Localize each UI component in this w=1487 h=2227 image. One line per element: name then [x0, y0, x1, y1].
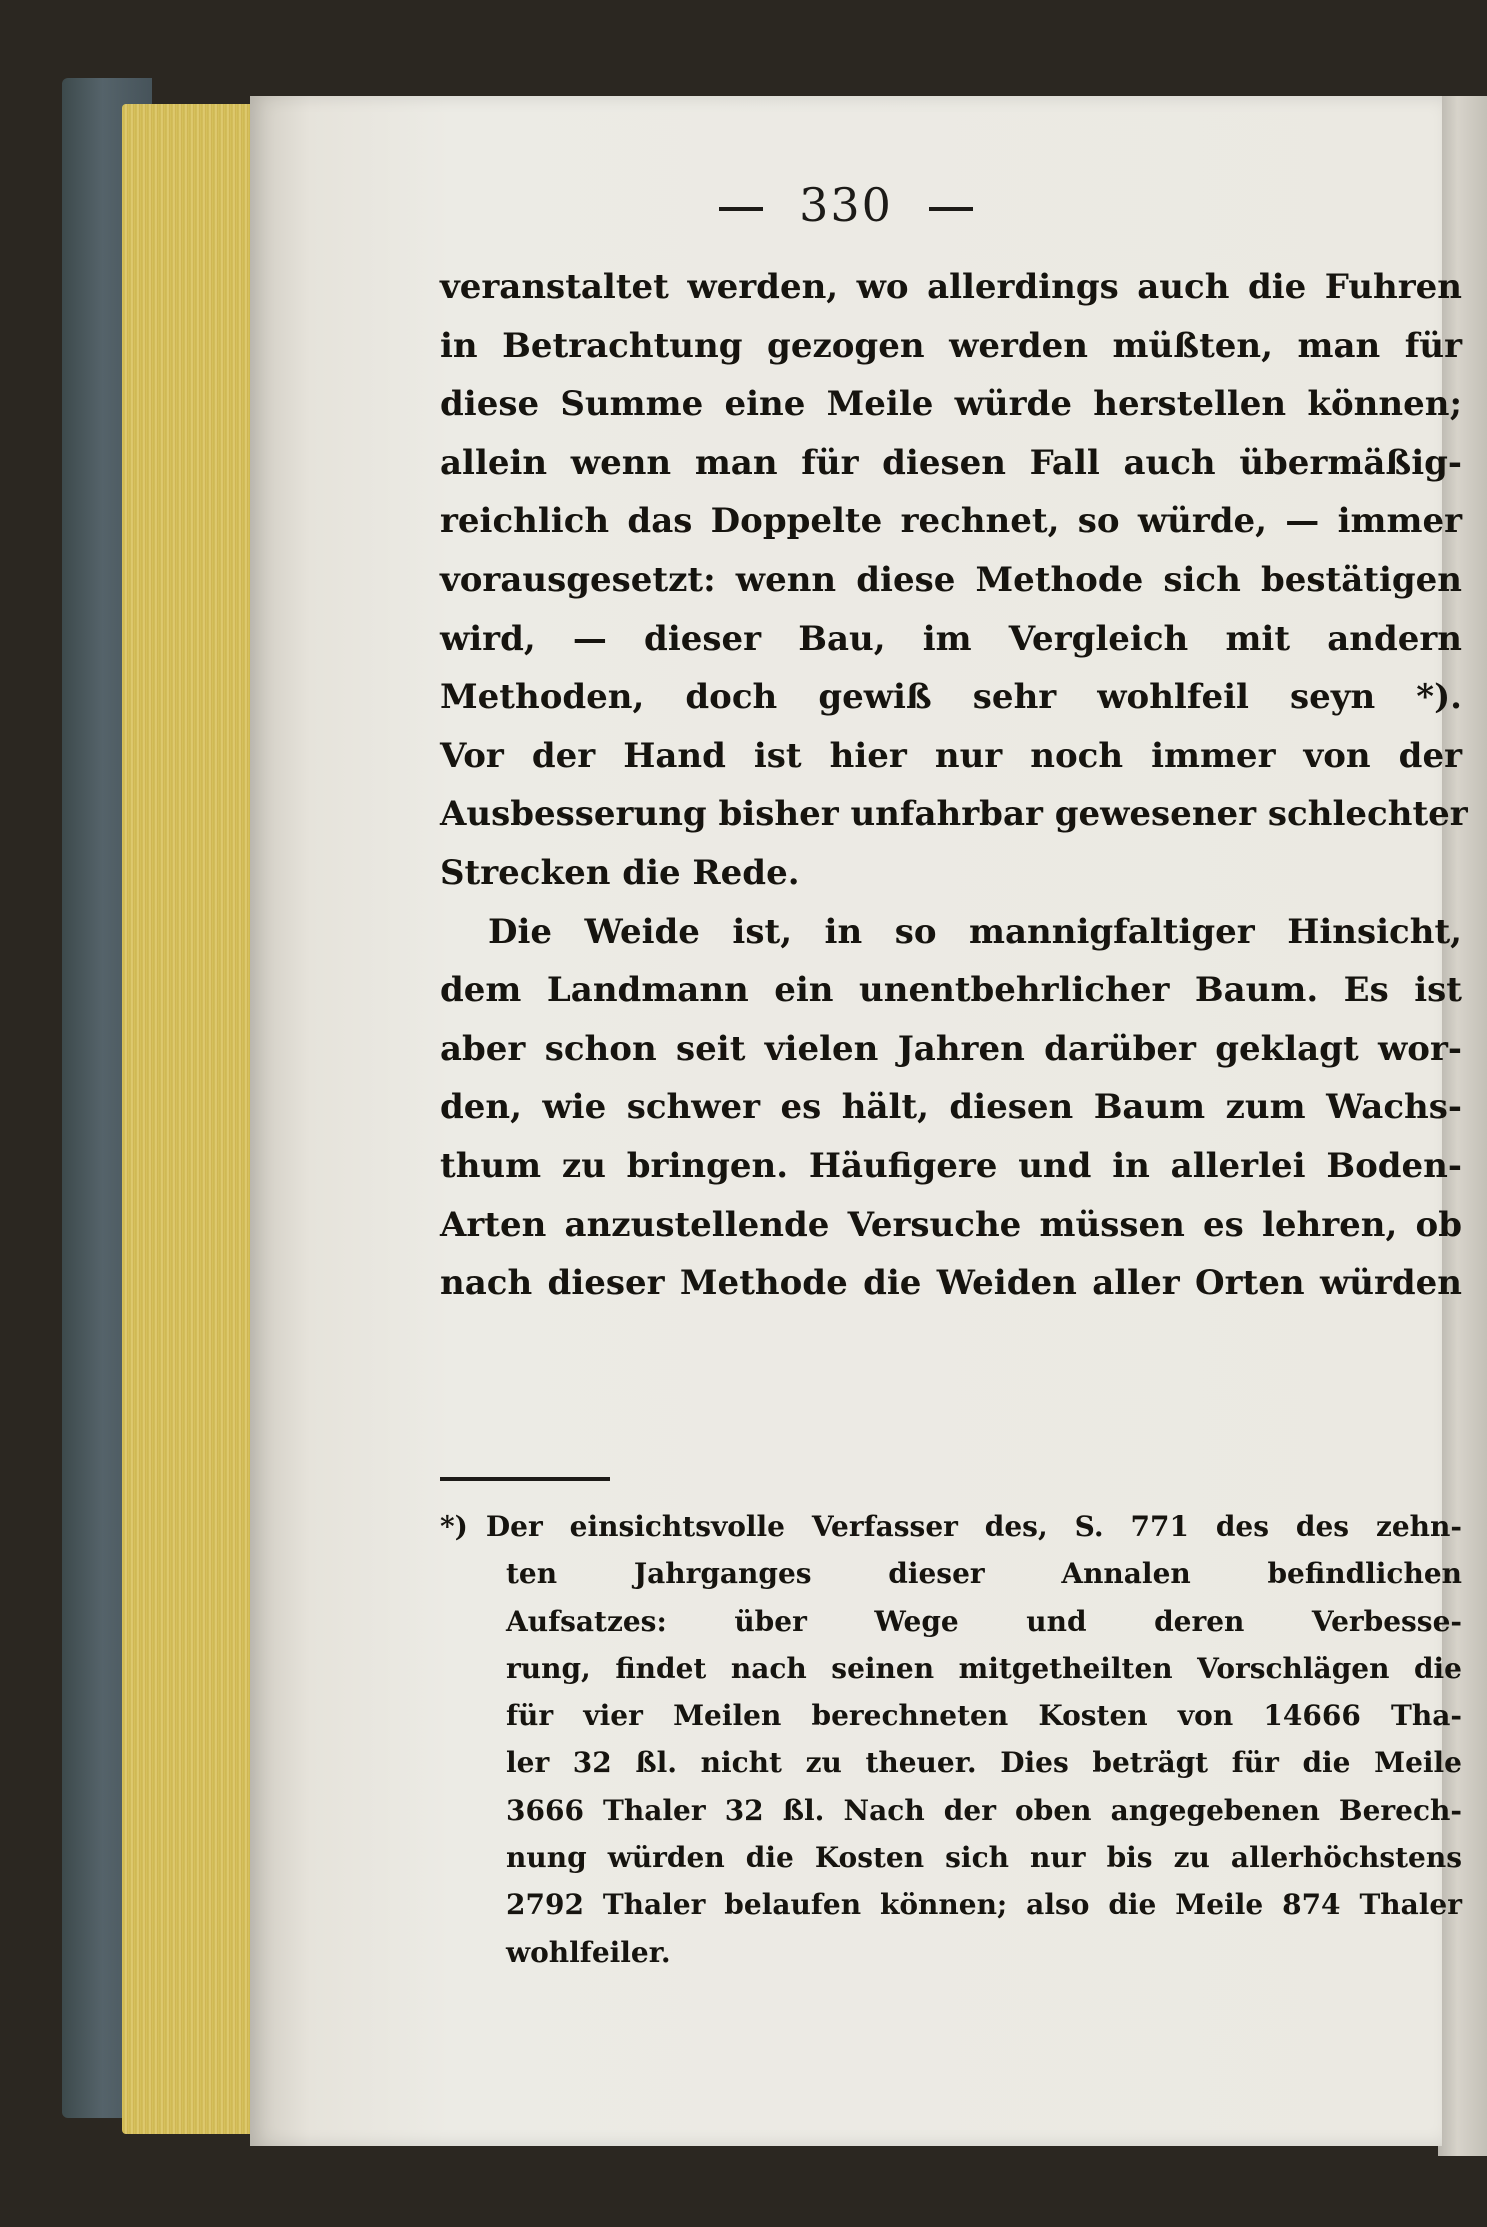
- footnote-line: rung, findet nach seinen mitgetheilten Vorschlägen die: [506, 1651, 1462, 1685]
- footnote-mark: *): [440, 1510, 468, 1543]
- body-line: allein wenn man für diesen Fall auch übermäßig-: [440, 442, 1462, 483]
- page-number-header: [250, 178, 1442, 232]
- footnote-line: ten Jahrganges dieser Annalen befindlichen: [506, 1557, 1462, 1591]
- body-line: veranstaltet werden, wo allerdings auch die Fuhren: [440, 267, 1462, 307]
- footnote: [440, 1503, 1462, 1976]
- dash-right: [929, 207, 973, 211]
- footnote-line: 3666 Thaler 32 ßl. Nach der oben angegebenen Berech-: [506, 1793, 1462, 1827]
- page-number: 330: [799, 178, 893, 232]
- body-line: Ausbesserung bisher unfahrbar gewesener schlechter: [440, 794, 1468, 835]
- footnote-line: nung würden die Kosten sich nur bis zu allerhöchstens: [506, 1841, 1462, 1875]
- footnote-line-first: [440, 1503, 1462, 1550]
- body-line: in Betrachtung gezogen werden müßten, man für: [440, 325, 1462, 366]
- body-line: Arten anzustellende Versuche müssen es lehren, ob: [440, 1204, 1462, 1245]
- footnote-line: 2792 Thaler belaufen können; also die Meile 874 Thaler: [506, 1888, 1462, 1922]
- body-line: Vor der Hand ist hier nur noch immer von der: [440, 735, 1462, 776]
- footnote-line: ler 32 ßl. nicht zu theuer. Dies beträgt für die Meile: [506, 1746, 1462, 1780]
- body-line: thum zu bringen. Häufigere und in allerlei Boden-: [440, 1145, 1462, 1186]
- footnote-line: wohlfeiler.: [506, 1935, 671, 1969]
- body-line: diese Summe eine Meile würde herstellen können;: [440, 384, 1462, 425]
- body-line: vorausgesetzt: wenn diese Methode sich bestätigen: [440, 559, 1462, 600]
- body-line: nach dieser Methode die Weiden aller Orten würden: [440, 1263, 1462, 1304]
- gilded-page-edges: [122, 104, 262, 2134]
- body-line: aber schon seit vielen Jahren darüber geklagt wor-: [440, 1028, 1462, 1069]
- body-line: Strecken die Rede.: [440, 852, 800, 893]
- body-line: wird, — dieser Bau, im Vergleich mit andern: [440, 618, 1462, 659]
- footnote-line: Aufsatzes: über Wege und deren Verbesse-: [506, 1604, 1462, 1638]
- footnote-line: für vier Meilen berechneten Kosten von 14666 Tha-: [506, 1699, 1462, 1733]
- body-text: [440, 258, 1468, 1313]
- body-line: Methoden, doch gewiß sehr wohlfeil seyn *).: [440, 677, 1462, 718]
- book-page: [250, 96, 1468, 2146]
- footnote-separator: [440, 1477, 610, 1481]
- body-line: reichlich das Doppelte rechnet, so würde, — immer: [440, 501, 1462, 542]
- dash-left: [719, 207, 763, 211]
- body-line: dem Landmann ein unentbehrlicher Baum. Es ist: [440, 970, 1462, 1011]
- body-line: Die Weide ist, in so mannigfaltiger Hinsicht,: [488, 911, 1462, 952]
- body-line: den, wie schwer es hält, diesen Baum zum Wachs-: [440, 1087, 1462, 1128]
- footnote-line: Der einsichtsvolle Verfasser des, S. 771 des des zehn-: [485, 1510, 1462, 1543]
